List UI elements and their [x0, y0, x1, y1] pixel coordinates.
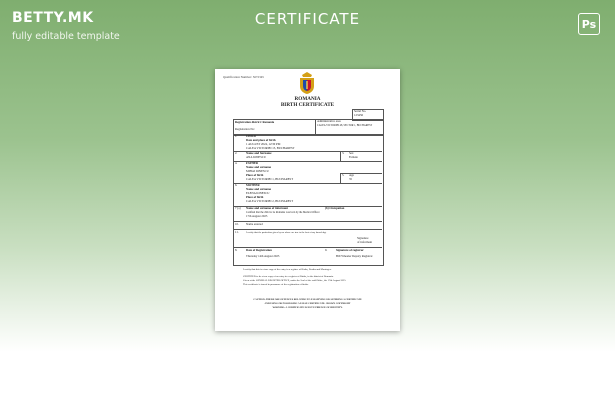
father-name-label: Name and surname [246, 165, 272, 169]
father-birthplace-label: Place of birth [246, 173, 264, 177]
informant-label: Name and surname of informant [246, 206, 288, 210]
name-entered-label: Name entered [246, 222, 263, 226]
informant-date: 17th August 2025 [246, 214, 268, 218]
coat-of-arms-icon [299, 72, 315, 94]
father-heading: FATHER [246, 161, 259, 165]
certificate-document [215, 69, 400, 331]
admin-area-label: Administrative area [317, 119, 341, 123]
serial-label: Serial No. [354, 109, 367, 113]
warning-line-1: CAUTION: THERE ARE OFFENCES RELATING TO FALSIFYING OR ALTERING A CERTIFICATE [253, 298, 362, 301]
brand-tagline: fully editable template [12, 31, 120, 42]
section-3-number: 3. [342, 151, 345, 155]
informant-value: Certified that the child to be Romania was born by the Medical Officer [246, 211, 320, 214]
birth-date-place-label: Date and place of birth [246, 138, 276, 142]
section-10-number: 10. [235, 222, 239, 226]
footer-line-4: This certificate is issued in pursuance of the registration of births. [243, 283, 309, 286]
occupation-label: (b) Occupation [325, 206, 345, 210]
warning-line-3: WARNING: A CERTIFICATE IS NOT EVIDENCE OF IDENTITY. [272, 306, 343, 309]
father-age-label: Age [349, 173, 354, 177]
mother-birthplace-value: CALEA VICTORIEI 2, BUCHAREST [246, 199, 294, 203]
brand-logo: BETTY.MK [12, 10, 94, 26]
country-name: ROMANIA [294, 96, 321, 102]
registrar-name-value: Bill Wheeler Deputy Registrar [336, 254, 373, 258]
section-5-number: 5. [342, 173, 345, 177]
footer-line-2: CERTIFIED to be a true copy of an entry in a register of Births, in the district of Romania. [243, 275, 334, 278]
mother-birthplace-label: Place of birth [246, 195, 264, 199]
section-6-number: 6. [235, 183, 238, 187]
registration-number: Registration No: [235, 127, 255, 131]
section-2-number: 2. [235, 151, 238, 155]
registration-date-label: Date of Registration [246, 248, 272, 252]
section-8-number: 8. [235, 248, 238, 252]
child-name-value: ANA IONESCU [246, 155, 267, 159]
admin-area-value: CALEA VICTORIEI 48, SECTOR 1, BUCHAREST [317, 124, 373, 127]
signature-label: Signature [357, 236, 369, 240]
section-1-number: 1. [235, 134, 238, 138]
document-title: BIRTH CERTIFICATE [280, 102, 335, 108]
serial-value: 123456 [354, 113, 363, 117]
section-11-number: 11. [235, 230, 239, 234]
child-name-label: Name and Surname [246, 151, 272, 155]
registration-date-value: Thursday 14th August 2025 [246, 254, 280, 258]
registration-district: Registration district: Romania [235, 120, 275, 124]
photoshop-icon: Ps [578, 13, 600, 35]
birth-date-value: 1 AUGUST 2024, 12:30 PM [246, 142, 281, 146]
qualification-number: Qualification Number: 5672345 [223, 75, 264, 79]
footer-line-1: I certify that this is a true copy of the entry in a register of Births, Deaths and Marriages. [243, 268, 332, 271]
mother-name-value: ELENA IONESCU [246, 191, 270, 195]
section-7-number: 7 (a) [235, 206, 241, 210]
mother-name-label: Name and surname [246, 187, 272, 191]
declaration-text: I certify that the particulars given by me above are true to the best of my knowledge [246, 231, 327, 234]
father-age-value: 35 [349, 177, 352, 181]
father-name-value: MIHAI IONESCU [246, 169, 269, 173]
registrar-signature-label: Signature of registrar [336, 248, 364, 252]
section-4-number: 4. [235, 161, 238, 165]
birth-place-value: CALEA VICTORIEI 15, BUCHAREST [246, 146, 295, 150]
sex-value: Female [349, 155, 358, 159]
child-heading: CHILD [246, 134, 256, 138]
father-birthplace-value: CALEA VICTORIEI 1, BUCHAREST [246, 177, 294, 181]
footer-line-3: Given at the GENERAL REGISTER OFFICE, under the Seal of the said Office, the 17th August 2025. [243, 279, 347, 282]
sex-label: Sex [349, 151, 354, 155]
page-title: CERTIFICATE [254, 10, 361, 28]
mother-heading: MOTHER [246, 183, 260, 187]
warning-line-2: AND USING OR POSSESSING A FALSE CERTIFICATE. CROWN COPYRIGHT [264, 302, 351, 305]
signature-sub-label: of informant [357, 240, 373, 244]
section-9-number: 9. [325, 248, 328, 252]
